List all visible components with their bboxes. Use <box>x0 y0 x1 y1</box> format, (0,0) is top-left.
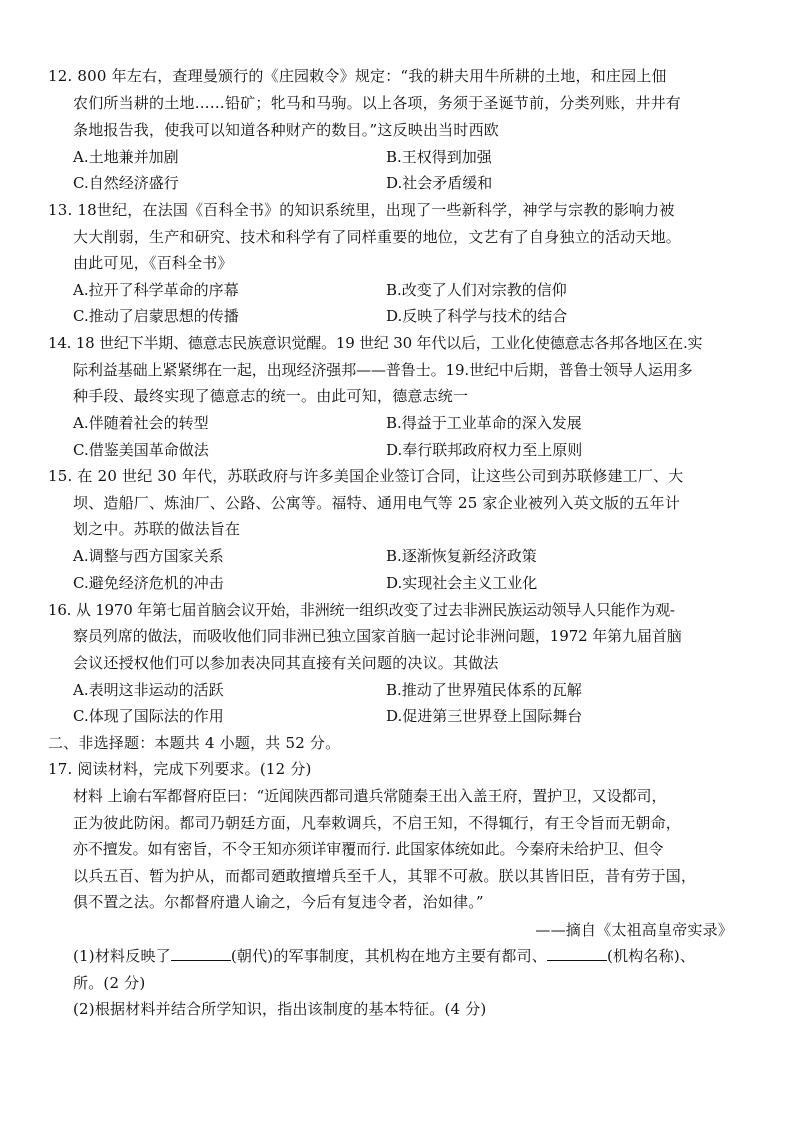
q15-line-3: 划之中。苏联的做法旨在 <box>73 520 241 538</box>
q13-option-a: A.拉开了科学革命的序幕 <box>73 281 239 299</box>
q13-option-b: B.改变了人们对宗教的信仰 <box>386 281 567 299</box>
q17-sub1-line-1 <box>73 946 695 966</box>
q15-option-a: A.调整与西方国家关系 <box>73 547 224 565</box>
q13-option-c: C.推动了启蒙思想的传播 <box>73 307 239 325</box>
q14-option-d: D.奉行联邦政府权力至上原则 <box>386 441 583 459</box>
q17-material-line-3: 亦不擅发。如有密旨，不令王知亦须详审覆而行. 此国家体统如此。今秦府未给护卫、但令 <box>73 840 664 858</box>
q15-line-2: 坝、造船厂、炼油厂、公路、公寓等。福特、通用电气等 25 家企业被列入英文版的五年计 <box>73 494 681 512</box>
q17-sub1-text-3: (机构名称)、 <box>606 947 696 965</box>
q15-option-c: C.避免经济危机的冲击 <box>73 574 224 592</box>
q15-line-1: 15. 在 20 世纪 30 年代，苏联政府与许多美国企业签订合同，让这些公司到苏联修建工厂、大 <box>48 467 684 485</box>
q16-line-2: 察员列席的做法，而吸收他们同非洲已独立国家首脑一起讨论非洲问题，1972 年第九届首脑 <box>73 627 682 645</box>
q17-source: ——摘自《太祖高皇帝实录》 <box>535 921 733 939</box>
q16-line-3: 会议还授权他们可以参加表决同其直接有关问题的决议。其做法 <box>73 654 499 672</box>
q14-option-c: C.借鉴美国革命做法 <box>73 441 209 459</box>
q17-material-line-1: 材料 上谕右军都督府臣曰：“近闻陕西都司遣兵常随秦王出入盖王府，置护卫，又设都司， <box>73 787 667 805</box>
section-2-heading: 二、非选择题：本题共 4 小题，共 52 分。 <box>48 734 341 752</box>
answer-blank-dynasty[interactable] <box>171 946 231 961</box>
q14-line-1: 14. 18 世纪下半期、德意志民族意识觉醒。19 世纪 30 年代以后，工业化使德意志各邦各地区在.实 <box>48 334 703 352</box>
q13-line-2: 大大削弱，生产和研究、技术和科学有了同样重要的地位，文艺有了自身独立的活动天地。 <box>73 228 682 246</box>
q16-option-a: A.表明这非运动的活跃 <box>73 681 224 699</box>
q12-line-1: 12. 800 年左右，查理曼颁行的《庄园敕令》规定：“我的耕夫用牛所耕的土地，和庄园上佃 <box>48 67 667 85</box>
q12-line-2: 农们所当耕的土地……铅矿；牝马和马驹。以上各项，务须于圣诞节前，分类列账，井井有 <box>73 94 682 112</box>
q14-line-3: 种手段、最终实现了德意志的统一。由此可知，德意志统一 <box>73 387 469 405</box>
q17-sub1-text-1: (1)材料反映了 <box>73 947 171 965</box>
q17-sub1-text-2: (朝代)的军事制度，其机构在地方主要有都司、 <box>230 947 547 965</box>
q17-material-line-5: 俱不置之法。尔都督府遣人谕之，今后有复违令者，治如律。” <box>73 893 484 911</box>
q12-option-c: C.自然经济盛行 <box>73 174 179 192</box>
q16-option-c: C.体现了国际法的作用 <box>73 707 224 725</box>
q15-option-d: D.实现社会主义工业化 <box>386 574 538 592</box>
q17-material-line-4: 以兵五百、暂为护从，而都司廼敢擅增兵至千人，其罪不可赦。朕以其皆旧臣，昔有劳于国， <box>73 867 697 885</box>
q15-option-b: B.逐渐恢复新经济政策 <box>386 547 537 565</box>
answer-blank-institution[interactable] <box>547 946 607 961</box>
q12-option-a: A.土地兼并加剧 <box>73 148 179 166</box>
q14-line-2: 际利益基础上紧紧绑在一起，出现经济强邦——普鲁士。19.世纪中后期，普鲁士领导人运用多 <box>73 361 693 379</box>
q16-option-b: B.推动了世界殖民体系的瓦解 <box>386 681 582 699</box>
q12-line-3: 条地报告我，使我可以知道各种财产的数目。”这反映出当时西欧 <box>73 121 499 139</box>
q17-sub2: (2)根据材料并结合所学知识，指出该制度的基本特征。(4 分) <box>73 1000 487 1018</box>
q13-line-3: 由此可见，《百科全书》 <box>73 254 233 272</box>
q14-option-a: A.伴随着社会的转型 <box>73 414 209 432</box>
q17-title: 17. 阅读材料，完成下列要求。(12 分) <box>48 760 312 778</box>
q16-line-1: 16. 从 1970 年第七届首脑会议开始，非洲统一组织改变了过去非洲民族运动领导人只能作为观- <box>48 601 675 619</box>
q17-sub1-line-2: 所。(2 分) <box>73 974 146 992</box>
q14-option-b: B.得益于工业革命的深入发展 <box>386 414 582 432</box>
q13-option-d: D.反映了科学与技术的结合 <box>386 307 568 325</box>
q17-material-line-2: 正为彼此防闲。都司乃朝廷方面，凡奉敕调兵，不启王知，不得辄行，有王令旨而无朝命， <box>73 814 682 832</box>
q16-option-d: D.促进第三世界登上国际舞台 <box>386 707 583 725</box>
q13-line-1: 13. 18世纪，在法国《百科全书》的知识系统里，出现了一些新科学，神学与宗教的影响力被 <box>48 201 675 219</box>
q12-option-b: B.王权得到加强 <box>386 148 492 166</box>
q12-option-d: D.社会矛盾缓和 <box>386 174 493 192</box>
